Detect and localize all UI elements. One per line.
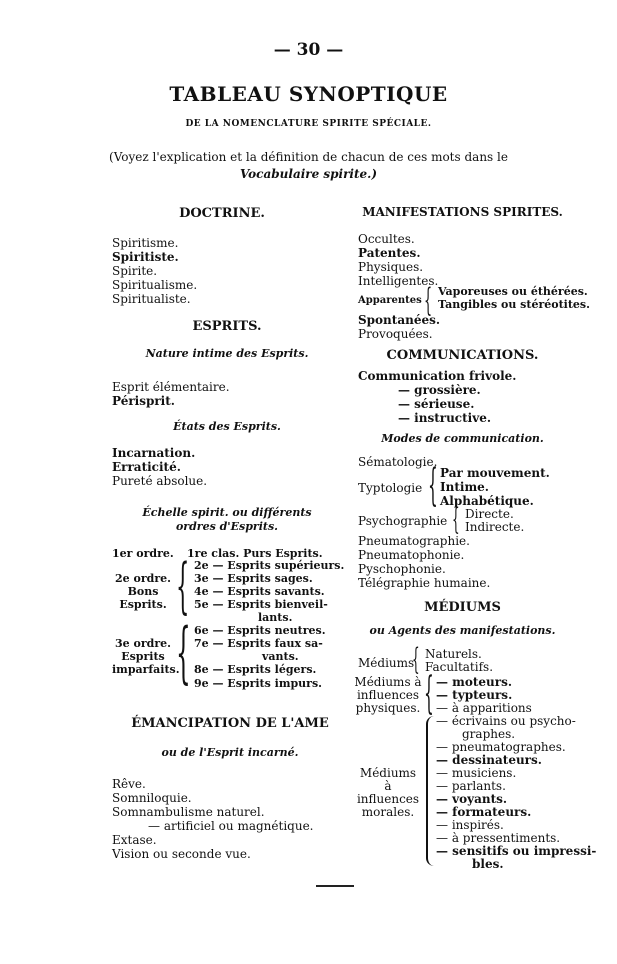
order-3-item: 9e — Esprits impurs.: [194, 677, 322, 690]
mediums-physiques-label: influences: [356, 688, 420, 702]
order-2-label: 2e ordre.: [115, 572, 171, 585]
doctrine-item: Spirite.: [112, 264, 158, 278]
etat-item: Incarnation.: [112, 446, 196, 460]
end-rule: [316, 885, 354, 887]
mediums-label: Médiums: [358, 656, 415, 670]
mediums-morales-brace: [426, 716, 436, 866]
mediums-physiques-item: — à apparitions: [436, 701, 532, 715]
echelle-heading-1: Échelle spirit. ou différents: [142, 506, 312, 519]
mediums-subheading: ou Agents des manifestations.: [369, 624, 556, 637]
mediums-morales-item: — à pressentiments.: [436, 831, 561, 845]
mediums-item: Naturels.: [425, 647, 482, 661]
order-3-label: imparfaits.: [112, 663, 180, 676]
psychographie-item: Indirecte.: [465, 520, 525, 534]
mediums-physiques-label: physiques.: [355, 701, 421, 715]
communication-item: Communication frivole.: [358, 369, 517, 383]
mediums-physiques-item: — typteurs.: [436, 688, 513, 702]
order-3-item: 6e — Esprits neutres.: [194, 624, 326, 637]
communication-item: — sérieuse.: [398, 397, 475, 411]
mediums-morales-item: — pneumatographes.: [436, 740, 566, 754]
manifestation-item: Physiques.: [358, 260, 424, 274]
mediums-morales-item: — musiciens.: [436, 766, 517, 780]
apparences-brace: {: [424, 281, 433, 319]
emancipation-item: Extase.: [112, 833, 157, 847]
order-1-text: 1re clas. Purs Esprits.: [187, 547, 323, 560]
note-line-2: Vocabulaire spirite.): [239, 167, 378, 181]
doctrine-item: Spiritualisme.: [112, 278, 198, 292]
emancipation-item: — artificiel ou magnétique.: [148, 819, 314, 833]
order-1-label: 1er ordre.: [112, 547, 174, 560]
order-2-brace: {: [176, 551, 190, 621]
communication-item: — instructive.: [398, 411, 491, 425]
psychographie-label: Psychographie: [358, 514, 448, 528]
mediums-morales-item: — inspirés.: [436, 818, 504, 832]
doctrine-heading: DOCTRINE.: [179, 206, 265, 221]
esprits-item: Esprit élémentaire.: [112, 380, 230, 394]
etat-item: Erraticité.: [112, 460, 181, 474]
note-line-1: (Voyez l'explication et la définition de chacun de ces mots dans le: [109, 150, 508, 164]
communication-mode: Télégraphie humaine.: [358, 576, 491, 590]
page-number: — 30 —: [273, 40, 344, 60]
apparence-item: Vaporeuses ou éthérées.: [438, 285, 588, 298]
mediums-physiques-label: Médiums à: [354, 675, 422, 689]
typtologie-item: Alphabétique.: [440, 494, 534, 508]
mediums-morales-item: — formateurs.: [436, 805, 532, 819]
emancipation-subheading: ou de l'Esprit incarné.: [161, 746, 299, 759]
order-2-item: 3e — Esprits sages.: [194, 572, 313, 585]
modes-heading: Modes de communication.: [381, 432, 544, 445]
emancipation-heading: ÉMANCIPATION DE L'AME: [131, 716, 329, 731]
manifestation-item: Provoquées.: [358, 327, 433, 341]
emancipation-item: Vision ou seconde vue.: [112, 847, 251, 861]
order-2-label: Esprits.: [119, 598, 167, 611]
emancipation-item: Somniloquie.: [112, 791, 192, 805]
etat-item: Pureté absolue.: [112, 474, 208, 488]
order-2-item: 2e — Esprits supérieurs.: [194, 559, 345, 572]
order-2-item: 4e — Esprits savants.: [194, 585, 325, 598]
communication-mode: Pneumatophonie.: [358, 548, 465, 562]
mediums-morales-label: influences: [356, 792, 420, 806]
doctrine-item: Spiritualiste.: [112, 292, 191, 306]
page-title: TABLEAU SYNOPTIQUE: [169, 82, 448, 106]
emancipation-item: Rêve.: [112, 777, 146, 791]
manifestation-item: Patentes.: [358, 246, 421, 260]
esprits-item: Périsprit.: [112, 394, 175, 408]
doctrine-item: Spiritisme.: [112, 236, 179, 250]
mediums-morales-label: Médiums: [359, 766, 417, 780]
mediums-morales-item: — sensitifs ou impressi-: [436, 844, 597, 858]
typtologie-item: Par mouvement.: [440, 466, 550, 480]
order-3-item: 8e — Esprits légers.: [194, 663, 317, 676]
nature-heading: Nature intime des Esprits.: [145, 347, 309, 360]
mediums-item: Facultatifs.: [425, 660, 494, 674]
mediums-morales-item: — dessinateurs.: [436, 753, 542, 767]
mediums-morales-item: graphes.: [462, 727, 516, 741]
order-2-item: lants.: [258, 611, 293, 624]
esprits-heading: ESPRITS.: [192, 319, 262, 334]
order-3-item: vants.: [262, 650, 299, 663]
mediums-morales-item: — parlants.: [436, 779, 506, 793]
communication-mode: Pyschophonie.: [358, 562, 446, 576]
mediums-physiques-item: — moteurs.: [436, 675, 513, 689]
echelle-heading-2: ordres d'Esprits.: [175, 520, 279, 533]
mediums-morales-label: à: [384, 779, 392, 793]
typtologie-item: Intime.: [440, 480, 489, 494]
communications-heading: COMMUNICATIONS.: [386, 348, 539, 363]
order-3-label: Esprits: [121, 650, 165, 663]
communication-mode: Pneumatographie.: [358, 534, 470, 548]
typtologie-label: Typtologie: [358, 481, 423, 495]
mediums-morales-item: — écrivains ou psycho-: [436, 714, 576, 728]
order-2-label: Bons: [127, 585, 159, 598]
mediums-morales-item: — voyants.: [436, 792, 508, 806]
psychographie-item: Directe.: [465, 507, 514, 521]
order-3-item: 7e — Esprits faux sa-: [194, 637, 323, 650]
manifestations-heading: MANIFESTATIONS SPIRITES.: [362, 205, 563, 219]
typtologie-brace: {: [428, 460, 438, 511]
mediums-physiques-brace: {: [424, 668, 434, 719]
manifestation-item: Intelligentes.: [358, 274, 439, 288]
apparences-label: Apparentes: [358, 295, 422, 306]
page-subtitle: DE LA NOMENCLATURE SPIRITE SPÉCIALE.: [185, 119, 432, 129]
order-3-brace: {: [176, 614, 191, 691]
doctrine-item: Spiritiste.: [112, 250, 179, 264]
etats-heading: États des Esprits.: [173, 420, 281, 433]
order-3-label: 3e ordre.: [115, 637, 171, 650]
manifestation-item: Occultes.: [358, 232, 415, 246]
apparence-item: Tangibles ou stéréotites.: [438, 298, 590, 311]
manifestation-item: Spontanées.: [358, 313, 441, 327]
order-2-item: 5e — Esprits bienveil-: [194, 598, 328, 611]
communication-item: — grossière.: [398, 383, 481, 397]
mediums-heading: MÉDIUMS: [424, 600, 501, 615]
emancipation-item: Somnambulisme naturel.: [112, 805, 265, 819]
mediums-morales-item: bles.: [472, 857, 504, 871]
sematologie: Sématologie.: [358, 455, 438, 469]
mediums-brace: {: [412, 642, 420, 677]
mediums-morales-label: morales.: [361, 805, 415, 819]
psychographie-brace: {: [452, 502, 460, 537]
